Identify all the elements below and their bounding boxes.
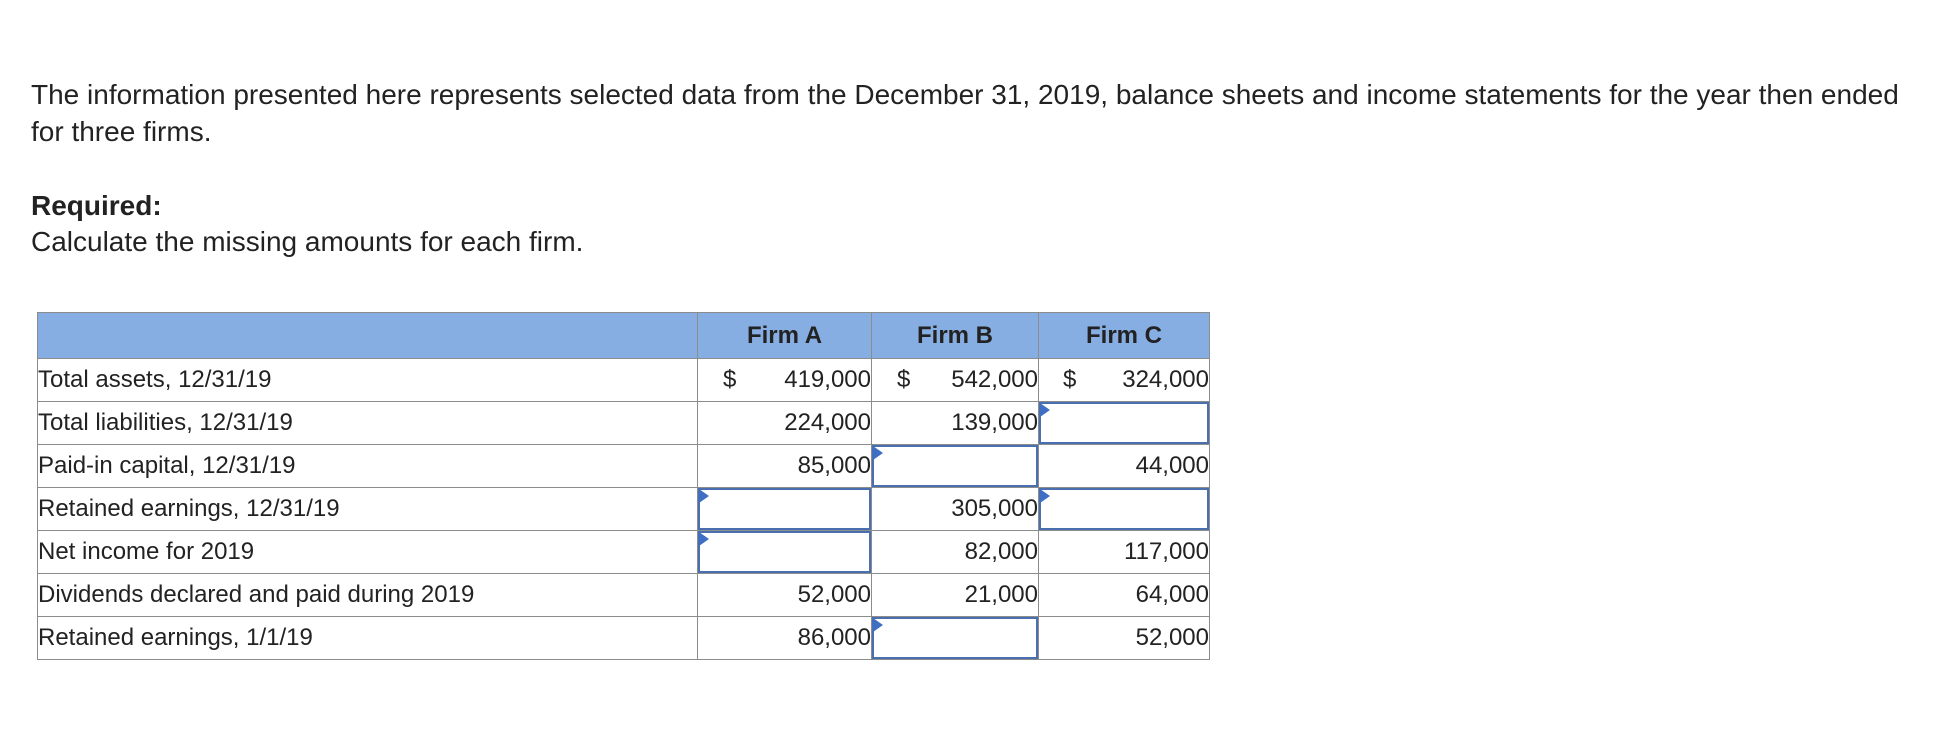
row-label: Net income for 2019: [38, 531, 698, 574]
firm-c-retained-earnings-end-cell: [1039, 488, 1210, 531]
firm-a-dividends: 52,000: [698, 574, 872, 617]
firm-a-net-income-input[interactable]: [698, 531, 871, 573]
cell-value: 542,000: [951, 366, 1038, 393]
firm-c-retained-earnings-begin: 52,000: [1039, 617, 1210, 660]
row-label: Dividends declared and paid during 2019: [38, 574, 698, 617]
firm-c-net-income: 117,000: [1039, 531, 1210, 574]
table-row: [38, 402, 1210, 445]
answer-flag-icon: [699, 532, 709, 546]
firm-c-total-liabilities-cell: [1039, 402, 1210, 445]
table-row: [38, 359, 1210, 402]
answer-flag-icon: [1040, 403, 1050, 417]
row-label: Total liabilities, 12/31/19: [38, 402, 698, 445]
header-firm-b: Firm B: [872, 313, 1039, 359]
currency-symbol: $: [897, 366, 911, 393]
firm-b-retained-earnings-begin-input[interactable]: [872, 617, 1038, 659]
firm-b-paid-in-capital-input[interactable]: [872, 445, 1038, 487]
row-label: Total assets, 12/31/19: [38, 359, 698, 402]
row-label: Retained earnings, 12/31/19: [38, 488, 698, 531]
table-row: [38, 445, 1210, 488]
firm-b-total-liabilities: 139,000: [872, 402, 1039, 445]
firm-a-retained-earnings-end-cell: [698, 488, 872, 531]
firm-a-paid-in-capital: 85,000: [698, 445, 872, 488]
intro-text: The information presented here represents selected data from the December 31, 2019, balance sheets and income statements for the year then ended for three firms.: [31, 79, 1899, 147]
firm-b-net-income: 82,000: [872, 531, 1039, 574]
table-row: [38, 488, 1210, 531]
table-row: [38, 617, 1210, 660]
table-header-row: [38, 313, 1210, 359]
answer-flag-icon: [699, 489, 709, 503]
firm-b-retained-earnings-end: 305,000: [872, 488, 1039, 531]
firm-a-net-income-cell: [698, 531, 872, 574]
cell-value: 419,000: [784, 366, 871, 393]
firm-data-table: [37, 312, 1210, 660]
firm-c-retained-earnings-end-input[interactable]: [1039, 488, 1209, 530]
firm-c-total-liabilities-input[interactable]: [1039, 402, 1209, 444]
required-instructions: Calculate the missing amounts for each firm.: [31, 226, 584, 257]
firm-c-paid-in-capital: 44,000: [1039, 445, 1210, 488]
required-heading: Required:: [31, 190, 162, 221]
answer-flag-icon: [873, 618, 883, 632]
firm-b-retained-earnings-begin-cell: [872, 617, 1039, 660]
table-row: [38, 531, 1210, 574]
firm-c-total-assets: [1039, 359, 1210, 402]
firm-a-total-assets: [698, 359, 872, 402]
answer-flag-icon: [873, 446, 883, 460]
firm-c-dividends: 64,000: [1039, 574, 1210, 617]
row-label: Retained earnings, 1/1/19: [38, 617, 698, 660]
currency-symbol: $: [1063, 366, 1077, 393]
header-firm-a: Firm A: [698, 313, 872, 359]
table-row: [38, 574, 1210, 617]
row-label: Paid-in capital, 12/31/19: [38, 445, 698, 488]
answer-flag-icon: [1040, 489, 1050, 503]
currency-symbol: $: [723, 366, 737, 393]
firm-a-retained-earnings-begin: 86,000: [698, 617, 872, 660]
firm-b-paid-in-capital-cell: [872, 445, 1039, 488]
header-firm-c: Firm C: [1039, 313, 1210, 359]
firm-b-total-assets: [872, 359, 1039, 402]
firm-b-dividends: 21,000: [872, 574, 1039, 617]
cell-value: 324,000: [1122, 366, 1209, 393]
firm-a-total-liabilities: 224,000: [698, 402, 872, 445]
header-label-column: [38, 313, 698, 359]
firm-a-retained-earnings-end-input[interactable]: [698, 488, 871, 530]
